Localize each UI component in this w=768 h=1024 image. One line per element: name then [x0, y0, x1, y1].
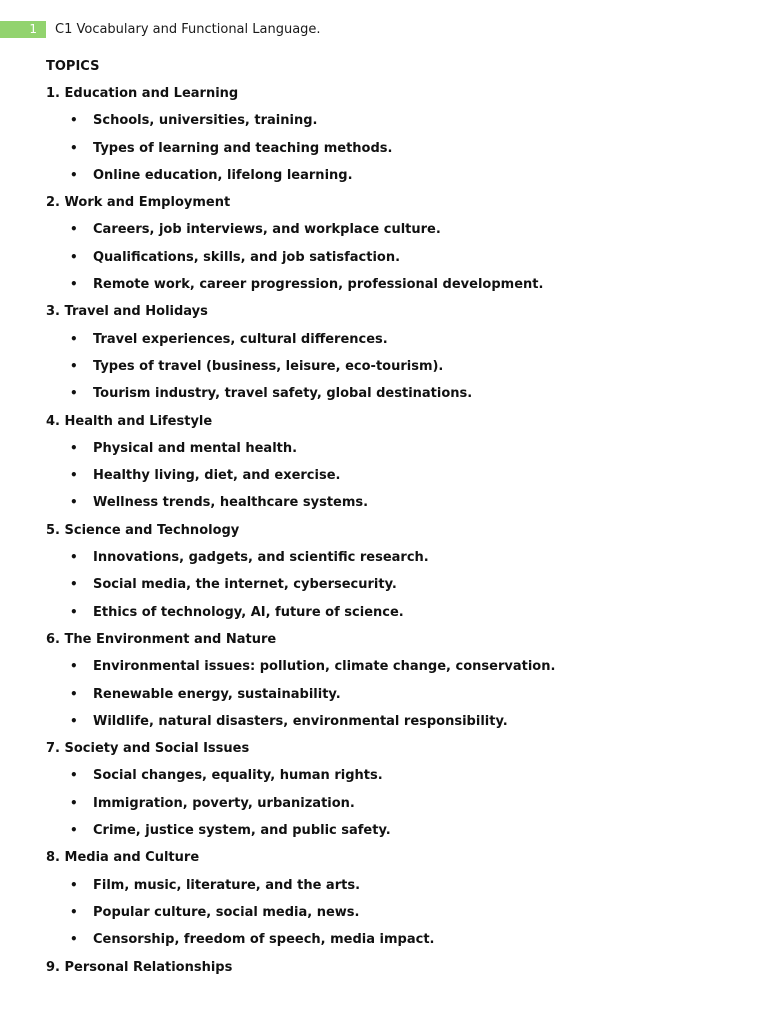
bullet-icon: •	[70, 904, 78, 919]
bullet-icon: •	[70, 795, 78, 810]
list-item-text: Physical and mental health.	[93, 440, 298, 456]
list-item-text: Wellness trends, healthcare systems.	[93, 495, 369, 511]
topic-section	[46, 517, 728, 626]
list-item	[46, 653, 728, 680]
section-title: 7. Society and Social Issues	[46, 741, 250, 757]
list-item-text: Online education, lifelong learning.	[93, 167, 353, 183]
section-title: 1. Education and Learning	[46, 86, 239, 101]
bullet-icon: •	[70, 823, 78, 838]
topic-section	[46, 189, 728, 298]
list-item	[46, 216, 728, 243]
list-item-text: Types of learning and teaching methods.	[93, 140, 393, 156]
bullet-icon: •	[70, 932, 78, 947]
section-item-list	[46, 653, 728, 735]
list-item-text: Social changes, equality, human rights.	[93, 768, 383, 784]
bullet-icon: •	[70, 277, 78, 292]
bullet-icon: •	[70, 440, 78, 455]
list-item-text: Innovations, gadgets, and scientific research.	[93, 550, 429, 566]
list-item-text: Popular culture, social media, news.	[93, 904, 360, 920]
document-title: C1 Vocabulary and Functional Language.	[55, 22, 321, 37]
section-item-list	[46, 544, 728, 626]
list-item	[46, 899, 728, 926]
list-item	[46, 599, 728, 626]
list-item-text: Immigration, poverty, urbanization.	[93, 795, 355, 811]
list-item-text: Wildlife, natural disasters, environmental responsibility.	[93, 713, 508, 729]
list-item-text: Film, music, literature, and the arts.	[93, 877, 361, 893]
list-item-text: Crime, justice system, and public safety.	[93, 823, 391, 839]
section-title: 6. The Environment and Nature	[46, 631, 277, 647]
list-item	[46, 244, 728, 271]
topic-section	[46, 80, 728, 189]
list-item	[46, 571, 728, 598]
bullet-icon: •	[70, 222, 78, 237]
bullet-icon: •	[70, 468, 78, 483]
page-number: 1	[0, 21, 46, 38]
bullet-icon: •	[70, 768, 78, 783]
bullet-icon: •	[70, 495, 78, 510]
section-item-list	[46, 326, 728, 408]
topics-heading: TOPICS	[46, 59, 100, 74]
topic-section	[46, 954, 728, 981]
list-item-text: Healthy living, diet, and exercise.	[93, 468, 341, 484]
list-item-text: Qualifications, skills, and job satisfaction.	[93, 249, 401, 265]
list-item	[46, 353, 728, 380]
list-item	[46, 762, 728, 789]
bullet-icon: •	[70, 113, 78, 128]
list-item	[46, 790, 728, 817]
document-body	[46, 53, 728, 981]
list-item-text: Renewable energy, sustainability.	[93, 686, 341, 702]
list-item	[46, 435, 728, 462]
list-item	[46, 162, 728, 189]
section-title: 8. Media and Culture	[46, 850, 200, 866]
section-item-list	[46, 762, 728, 844]
bullet-icon: •	[70, 877, 78, 892]
bullet-icon: •	[70, 167, 78, 182]
bullet-icon: •	[70, 686, 78, 701]
bullet-icon: •	[70, 249, 78, 264]
bullet-icon: •	[70, 386, 78, 401]
section-item-list	[46, 872, 728, 954]
section-title: 2. Work and Employment	[46, 195, 231, 211]
list-item-text: Social media, the internet, cybersecurity.	[93, 577, 397, 593]
topic-section	[46, 626, 728, 735]
section-title: 4. Health and Lifestyle	[46, 413, 213, 429]
list-item	[46, 462, 728, 489]
bullet-icon: •	[70, 659, 78, 674]
list-item-text: Tourism industry, travel safety, global destinations.	[93, 386, 473, 402]
list-item	[46, 872, 728, 899]
bullet-icon: •	[70, 550, 78, 565]
list-item-text: Censorship, freedom of speech, media impact.	[93, 932, 435, 948]
list-item-text: Careers, job interviews, and workplace culture.	[93, 222, 441, 238]
topic-section	[46, 844, 728, 953]
list-item	[46, 271, 728, 298]
topics-list	[46, 80, 728, 981]
list-item-text: Ethics of technology, AI, future of science.	[93, 604, 404, 620]
page-header	[0, 21, 321, 38]
bullet-icon: •	[70, 358, 78, 373]
bullet-icon: •	[70, 604, 78, 619]
list-item	[46, 926, 728, 953]
bullet-icon: •	[70, 577, 78, 592]
section-item-list	[46, 107, 728, 189]
topic-section	[46, 408, 728, 517]
bullet-icon: •	[70, 713, 78, 728]
list-item-text: Travel experiences, cultural differences.	[93, 331, 388, 347]
section-item-list	[46, 216, 728, 298]
bullet-icon: •	[70, 331, 78, 346]
topic-section	[46, 735, 728, 844]
section-title: 5. Science and Technology	[46, 522, 240, 538]
list-item-text: Types of travel (business, leisure, eco-tourism).	[93, 358, 444, 374]
list-item	[46, 135, 728, 162]
list-item	[46, 817, 728, 844]
list-item	[46, 326, 728, 353]
list-item	[46, 544, 728, 571]
list-item	[46, 380, 728, 407]
section-item-list	[46, 435, 728, 517]
list-item-text: Remote work, career progression, professional development.	[93, 277, 544, 293]
section-title: 3. Travel and Holidays	[46, 304, 208, 320]
list-item-text: Schools, universities, training.	[93, 113, 318, 129]
list-item-text: Environmental issues: pollution, climate change, conservation.	[93, 659, 556, 675]
list-item	[46, 708, 728, 735]
list-item	[46, 489, 728, 516]
section-title: 9. Personal Relationships	[46, 959, 233, 975]
list-item	[46, 681, 728, 708]
topic-section	[46, 298, 728, 407]
bullet-icon: •	[70, 140, 78, 155]
list-item	[46, 107, 728, 134]
